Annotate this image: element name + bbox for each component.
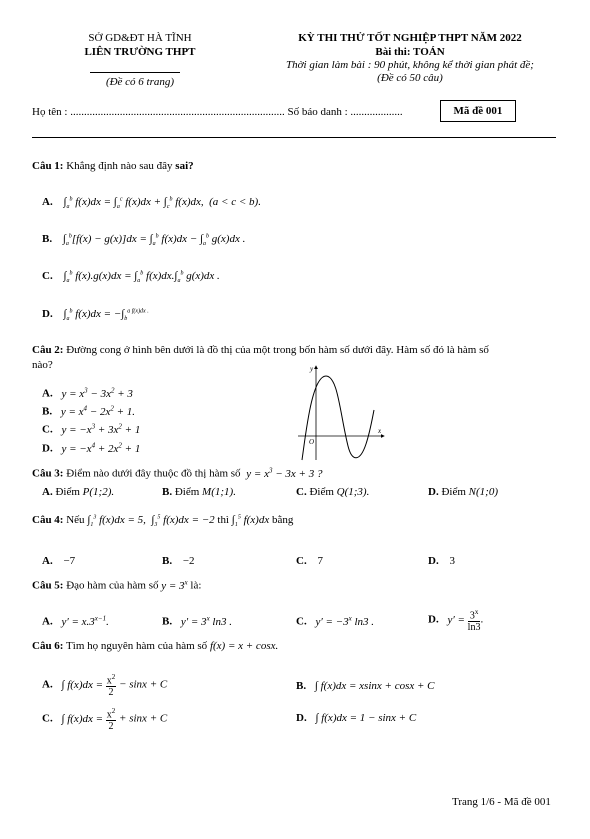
q1-option-b: B. $\int_a^b[f(x) - g(x)]dx = \int_a^b$ $f(x)dx - \int_a^b$ g(x)dx . bbox=[42, 233, 246, 248]
q5-option-b: B. $y' = 3^x$ ln3 . bbox=[162, 614, 232, 628]
cubic-graph bbox=[292, 362, 388, 462]
curve bbox=[302, 376, 374, 460]
origin-label: O bbox=[309, 438, 315, 446]
q6-option-d: D. ∫ f(x)dx = 1 − sinx + C bbox=[296, 712, 417, 724]
q1-option-a: A. $\int_a^b$ $f(x)dx = \int_a^c$ $f(x)dx + \int_c^b$ f(x)dx, (a < c < b). bbox=[42, 196, 261, 211]
department-name: SỞ GD&ĐT HÀ TĨNH bbox=[88, 32, 192, 44]
question-1 bbox=[32, 160, 194, 172]
question-5: Câu 5: Đạo hàm của hàm số $y = 3^x$ là: bbox=[32, 578, 202, 592]
q4-option-a: A. −7 bbox=[42, 555, 76, 567]
q6-option-a: A. ∫ f(x)dx = $\frac{x^2}{2}$ − sinx + C bbox=[42, 673, 168, 699]
q4-option-d: D. 3 bbox=[428, 555, 455, 567]
q5-option-c: C. $y' = -3^x$ ln3 . bbox=[296, 614, 375, 628]
name-field: .............................................................................. bbox=[70, 106, 285, 118]
x-axis-label: x bbox=[378, 427, 382, 435]
page-footer: Trang 1/6 - Mã đề 001 bbox=[452, 796, 551, 808]
q2-option-c: C. $y = -x^3 + 3x^2 + 1$ bbox=[42, 422, 141, 436]
candidate-name-row bbox=[32, 106, 403, 118]
header-left-rule bbox=[90, 72, 180, 73]
q4-option-b: B. −2 bbox=[162, 555, 195, 567]
id-label: Số báo danh : bbox=[287, 106, 348, 118]
exam-title: KỲ THI THỬ TỐT NGHIỆP THPT NĂM 2022 bbox=[298, 32, 522, 44]
q1-emphasis: sai? bbox=[175, 160, 194, 172]
question-4: Câu 4: Nếu $\int_1^3$ f(x)dx = 5, $\int_3^5$ f(x)dx = −2 thì $\int_1^5$ f(x)dx bằng bbox=[32, 514, 294, 529]
y-axis-label: y bbox=[310, 365, 314, 373]
q2-option-b: B. $y = x^4 - 2x^2 + 1$. bbox=[42, 404, 136, 418]
q5-option-a: A. $y' = x.3^{x-1}$. bbox=[42, 614, 109, 628]
header-divider bbox=[32, 137, 556, 138]
name-label: Họ tên : bbox=[32, 106, 68, 118]
pages-note: (Đề có 6 trang) bbox=[105, 76, 175, 88]
exam-subject: Bài thi: TOÁN bbox=[375, 46, 445, 58]
q3-option-b: B. Điểm M(1;1). bbox=[162, 486, 236, 498]
q5-option-d: D. y′ = $\frac{3^x}{\ln 3}$ . bbox=[428, 608, 484, 634]
q1-label: Câu 1: bbox=[32, 160, 64, 172]
q2-option-a: A. $y = x^3 - 3x^2 + 3$ bbox=[42, 386, 133, 400]
exam-code-box: Mã đề 001 bbox=[440, 100, 516, 122]
q6-option-c: C. ∫ f(x)dx = $\frac{x^2}{2}$ + sinx + C bbox=[42, 707, 168, 733]
q4-option-c: C. 7 bbox=[296, 555, 323, 567]
q1-option-d: D. $\int_a^b$ $f(x)dx = -\int_b^{a f(x)dx .}$ bbox=[42, 308, 149, 323]
q1-text: Khẳng định nào sau đây bbox=[66, 160, 173, 172]
q1-option-c: C. $\int_a^b$ $f(x).g(x)dx = \int_a^b$ $f(x)dx.\int_a^b$ g(x)dx . bbox=[42, 270, 220, 285]
q2-option-d: D. $y = -x^4 + 2x^2 + 1$ bbox=[42, 441, 141, 455]
question-6: Câu 6: Tìm họ nguyên hàm của hàm số f(x) = x + cosx. bbox=[32, 640, 279, 652]
question-2: Câu 2: Đường cong ở hình bên dưới là đồ thị của một trong bốn hàm số dưới đây. Hàm số đó là hàm số bbox=[32, 344, 489, 356]
q2-text-continued: nào? bbox=[32, 359, 53, 371]
school-name: LIÊN TRƯỜNG THPT bbox=[84, 46, 196, 58]
q3-option-a: A. Điểm P(1;2). bbox=[42, 486, 115, 498]
q3-option-d: D. Điểm N(1;0) bbox=[428, 486, 498, 498]
q3-option-c: C. Điểm Q(1;3). bbox=[296, 486, 370, 498]
question-3: Câu 3: Điểm nào dưới đây thuộc đồ thị hàm số $y = x^3 - 3x + 3$ ? bbox=[32, 466, 323, 480]
q6-option-b: B. ∫ f(x)dx = xsinx + cosx + C bbox=[296, 680, 435, 692]
exam-time-note: Thời gian làm bài : 90 phút, không kể thời gian phát đề; bbox=[286, 59, 534, 71]
question-count: (Đề có 50 câu) bbox=[377, 72, 443, 84]
id-field: ................... bbox=[350, 106, 403, 118]
